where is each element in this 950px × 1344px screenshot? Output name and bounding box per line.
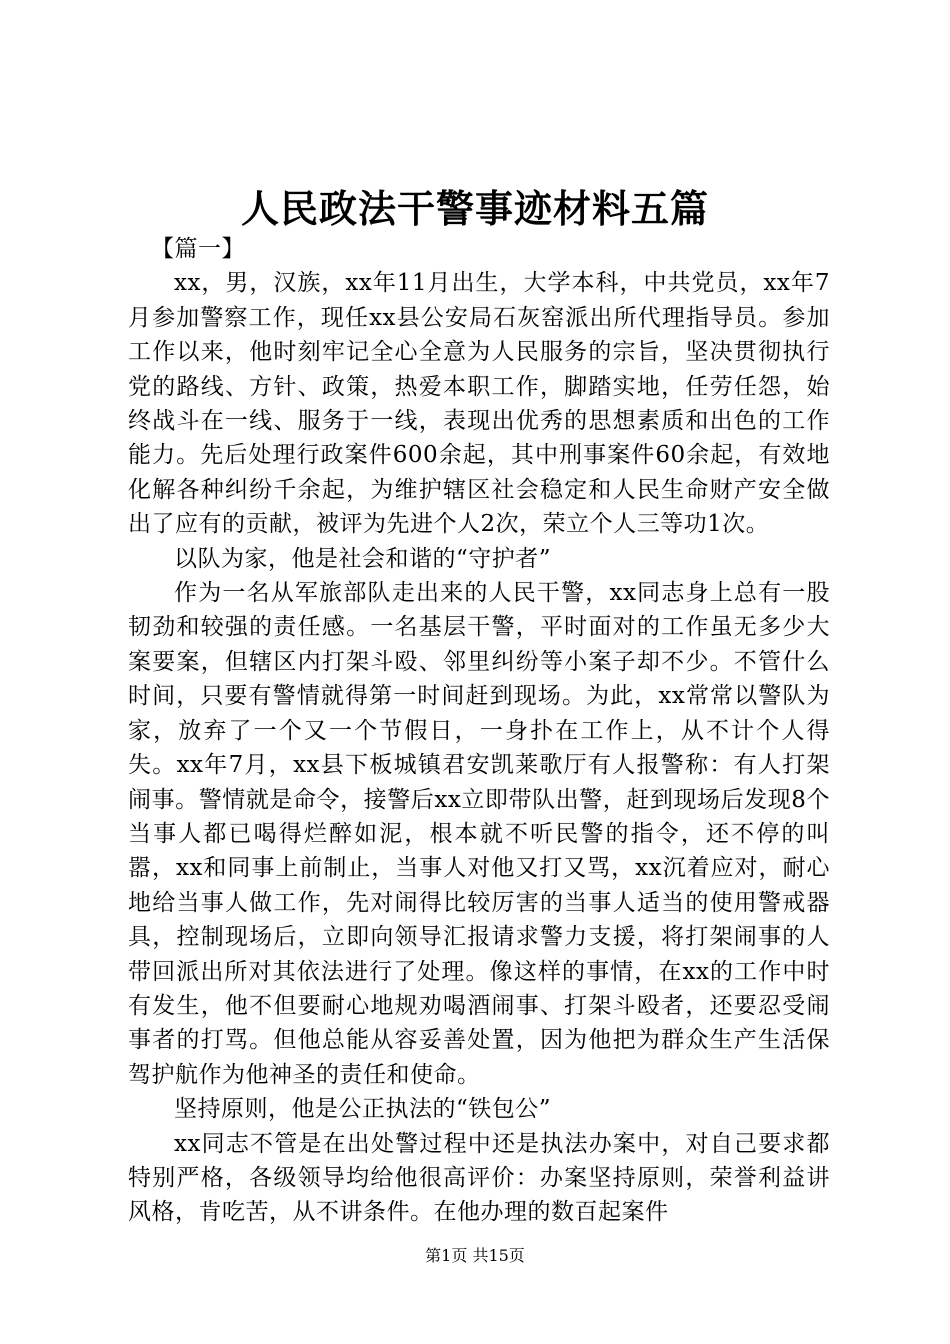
justice-paragraph: xx同志不管是在出处警过程中还是执法办案中，对自己要求都特别严格，各级领导均给他很高评价：办案坚持原则，荣誉利益讲风格，肯吃苦，从不讲条件。在他办理的数百起案件: [128, 1130, 830, 1226]
section-label: 【篇一】: [151, 236, 245, 262]
document-body: [128, 232, 830, 1230]
subheading-guardian: 以队为家，他是社会和谐的“守护者”: [174, 545, 552, 572]
document-title: 人民政法干警事迹材料五篇: [240, 186, 709, 231]
guardian-paragraph: 作为一名从军旅部队走出来的人民干警，xx同志身上总有一股韧劲和较强的责任感。一名基层干警，平时面对的工作虽无多少大案要案，但辖区内打架斗殴、邻里纠纷等小案子却不少。不管什么时间，只要有警情就得第一时间赶到现场。为此，xx常常以警队为家，放弃了一个又一个节假日，一身扑在工作上，从不计个人得失。xx年7月，xx县下板城镇君安凯莱歌厅有人报警称：有人打架闹事。警情就是命令，接警后xx立即带队出警，赶到现场后发现8个当事人都已喝得烂醉如泥，根本就不听民警的指令，还不停的叫嚣，xx和同事上前制止，当事人对他又打又骂，xx沉着应对，耐心地给当事人做工作，先对闹得比较厉害的当事人适当的使用警戒器具，控制现场后，立即向领导汇报请求警力支援，将打架闹事的人带回派出所对其依法进行了处理。像这样的事情，在xx的工作中时有发生，他不但要耐心地规劝喝酒闹事、打架斗殴者，还要忍受闹事者的打骂。但他总能从容妥善处置，因为他把为群众生产生活保驾护航作为他神圣的责任和使命。: [128, 580, 830, 1088]
intro-paragraph: xx，男，汉族，xx年11月出生，大学本科，中共党员，xx年7月参加警察工作，现任xx县公安局石灰窑派出所代理指导员。参加工作以来，他时刻牢记全心全意为人民服务的宗旨，坚决贯彻执行党的路线、方针、政策，热爱本职工作，脚踏实地，任劳任怨，始终战斗在一线、服务于一线，表现出优秀的思想素质和出色的工作能力。先后处理行政案件600余起，其中刑事案件60余起，有效地化解各种纠纷千余起，为维护辖区社会稳定和人民生命财产安全做出了应有的贡献，被评为先进个人2次，荣立个人三等功1次。: [128, 270, 830, 538]
page-footer: 第1页 共15页: [425, 1246, 525, 1265]
subheading-justice: 坚持原则，他是公正执法的“铁包公”: [174, 1096, 552, 1123]
